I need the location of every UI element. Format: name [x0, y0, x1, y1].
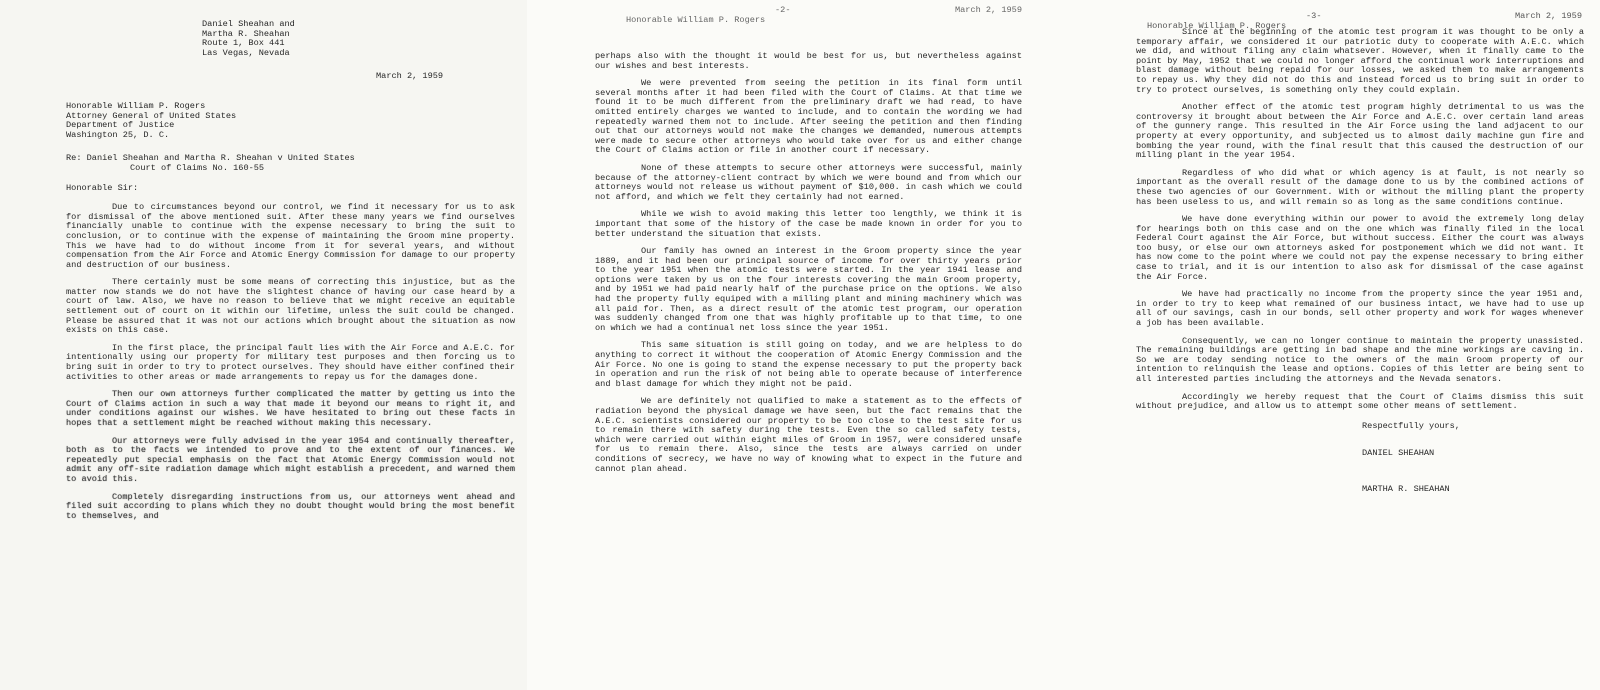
sender-address	[202, 20, 515, 58]
paragraph: None of these attempts to secure other attorneys were successful, mainly because of the attorney-client contract by which we were bound and from which our attorneys would not release us without payment of $10,000. in cash which we could not afford, and which we felt they certainly had not earned.	[595, 162, 1022, 202]
letter-page-1	[0, 0, 527, 690]
page-number: -3-	[1306, 11, 1322, 21]
page-number: -2-	[775, 5, 791, 15]
addressee-line: Washington 25, D. C.	[66, 129, 170, 140]
page-header	[595, 6, 1022, 54]
paragraph: Consequently, we can no longer continue to maintain the property unassisted. The remaining buildings are getting in bad shape and the mine workings are caving in. So we are today sending notice to the owners of the main Groom property of our intention to relinquish the lease and options. Copies of this letter are being sent to all interested parties including the attorneys and the Nevada senators.	[1136, 335, 1584, 384]
header-date: March 2, 1959	[1514, 11, 1582, 21]
letter-page-2	[527, 0, 1054, 690]
paragraph: Our family has owned an interest in the Groom property since the year 1889, and it had been our principal source of income for over thirty years prior to the year 1951 when the atomic tests were started. In the year 1941 lease and options were taken by us on the four interests covering the main Groom property, and by 1951 we had paid nearly half of the purchase price on the options. We also had the property fully equiped with a milling plant and mining machinery which was all paid for. Then, as a direct result of the atomic test program, our operation was suddenly changed from one that was highly profitable up to that time, to one on which we had a continual net loss since the year 1951.	[595, 246, 1022, 333]
re-line-2: Court of Claims No. 160-55	[130, 162, 265, 173]
paragraph: Then our own attorneys further complicated the matter by getting us into the Court of Claims action in such a way that made it beyond our means to right it, and under conditions against our wishes. We have hesitated to bring out these facts in hopes that a settlement might be reached without making this necessary.	[66, 389, 515, 428]
paragraph: We have done everything within our power to avoid the extremely long delay for hearings both on this case and on the one which was finally filed in the local Federal Court against the Air Force, but without success. Either the court was always too busy, or else our own attorneys asked for postponement which we did not want. It has now come to the point where we could not pay the expense necessary to bring either case to trial, and it is our intention to also ask for dismissal of the case against the Air Force.	[1136, 214, 1584, 282]
paragraph: Since at the beginning of the atomic test program it was thought to be only a temporary affair, we considered it our patriotic duty to cooperate with A.E.C. which we did, and without filing any claim whatsever. However, when it finally came to the point by May, 1952 that we could no longer afford the continual work interruptions and blast damage without being repaid for our losses, we asked them to make arrangements to repay us. Why they did not do this and instead forced us to bring suit in order to try to protect ourselves, is something only they could explain.	[1136, 27, 1584, 95]
paragraph: We have had practically no income from the property since the year 1951 and, in order to try to keep what remained of our business intact, we have had to use up all of our savings, cash in our bonds, sell other property and work for wages whenever a job has been available.	[1136, 289, 1584, 329]
letter-date: March 2, 1959	[376, 71, 444, 82]
sender-line: Martha R. Sheahan	[202, 28, 290, 39]
paragraph: There certainly must be some means of correcting this injustice, but as the matter now stands we do not have the slightest chance of having our case heard by a court of law. Also, we have no reason to believe that we might receive an equitable settlement out of court on it within our lifetime, unless the suit could be changed. Please be assured that it was not our actions which brought about the situation as now exists on this case.	[66, 277, 515, 336]
signature-daniel: DANIEL SHEAHAN	[1362, 448, 1435, 459]
letter-page-3	[1054, 0, 1600, 690]
paragraph: In the first place, the principal fault lies with the Air Force and A.E.C. for intentionally using our property for military test purposes and then forcing us to bring suit in order to try to protect ourselves. They should have either confined their activities to other areas or made arrangements to repay us for the damages done.	[66, 342, 515, 382]
re-line	[66, 154, 515, 173]
paragraph: Regardless of who did what or which agency is at fault, is not nearly so important as the overall result of the damage done to us by the combined actions of these two agencies of our Government. With or without the milling plant the property has been useless to us, and will remain so as long as the same conditions continue.	[1136, 167, 1584, 207]
sender-line: Las Vegas, Nevada	[202, 47, 290, 58]
page-header	[1116, 12, 1582, 60]
paragraph: Another effect of the atomic test program highly detrimental to us was the controversy it brought about between the Air Force and A.E.C. over certain land areas of the gunnery range. This resulted in the Air Force using the land adjacent to our property at every opportunity, and subjected us to almost daily machine gun fire and bombing the year round, with the final result that this caused the destruction of our milling plant in the year 1954.	[1136, 102, 1584, 161]
paragraph: We are definitely not qualified to make a statement as to the effects of radiation beyond the physical damage we have seen, but the fact remains that the A.E.C. scientists considered our property to be too close to the test site for us to remain there with safety during the tests. Even the so called safety tests, which were carried out within eight miles of Groom in 1957, were considered unsafe for us to remain there. Also, since the tests are always carried on under conditions of secrecy, we have no way of knowing what to expect in the future and cannot plan ahead.	[595, 396, 1022, 474]
paragraph: Our attorneys were fully advised in the year 1954 and continually thereafter, both as to the facts we intended to prove and to the extent of our finances. We repeatedly put special emphasis on the fact that Atomic Energy Commission would not admit any off-site radiation damage which might establish a precedent, and warned them to avoid this.	[66, 435, 515, 484]
addressee-block	[66, 102, 515, 140]
paragraph: Accordingly we hereby request that the Court of Claims dismiss this suit without prejudice, and allow us to attempt some other means of settlement.	[1136, 391, 1584, 412]
header-addressee: Honorable William P. Rogers	[625, 14, 766, 25]
header-date: March 2, 1959	[954, 5, 1022, 15]
addressee-line: Attorney General of United States	[66, 110, 237, 121]
paragraph: perhaps also with the thought it would be best for us, but nevertheless against our wishes and best interests.	[595, 51, 1022, 71]
signature-martha: MARTHA R. SHEAHAN	[1362, 483, 1450, 494]
re-line-1: Re: Daniel Sheahan and Martha R. Sheahan v United States	[66, 153, 355, 164]
sender-line: Daniel Sheahan and	[202, 19, 295, 29]
closing: Respectfully yours,	[1362, 420, 1460, 431]
salutation: Honorable Sir:	[66, 182, 139, 193]
paragraph: Due to circumstances beyond our control, we find it necessary for us to ask for dismissal of the above mentioned suit. After these many years we find ourselves financially unable to continue with the expense necessary to bring the suit to conclusion, or to continue with the expense of maintaining the Groom mine property. This we have had to do without income from it for several years, and without compensation from the Air Force and Atomic Energy Commission for damage to our property and destruction of our business.	[66, 202, 515, 270]
sender-line: Route 1, Box 441	[202, 38, 285, 49]
paragraph: This same situation is still going on today, and we are helpless to do anything to correct it without the cooperation of Atomic Energy Commission and the Air Force. No one is going to stand the expense necessary to put the property back in operation and run the risk of not being able to operate because of interference and blast damage for which they might not be paid.	[595, 340, 1022, 389]
header-addressee: Honorable William P. Rogers	[1146, 20, 1287, 31]
paragraph: While we wish to avoid making this letter too lengthly, we think it is important that some of the history of the case be made known in order for you to better understand the situation that exists.	[595, 209, 1022, 239]
paragraph: Completely disregarding instructions from us, our attorneys went ahead and filed suit according to plans which they no doubt thought would bring the most benefit to themselves, and	[66, 491, 515, 521]
addressee-line: Honorable William P. Rogers	[66, 100, 206, 111]
paragraph: We were prevented from seeing the petition in its final form until several months after it had been filed with the Court of Claims. At that time we found it to be much different from the preliminary draft we had read, to have omitted entirely charges we wanted to include, and to contain the wording we had repeatedly warned them not to include. After seeing the petition and then finding out that our attorneys would not make the changes we demanded, numerous attempts were made to secure other attorneys who would take over for us and either change the Court of Claims action or file in another court if necessary.	[595, 78, 1022, 156]
addressee-line: Department of Justice	[66, 120, 175, 131]
